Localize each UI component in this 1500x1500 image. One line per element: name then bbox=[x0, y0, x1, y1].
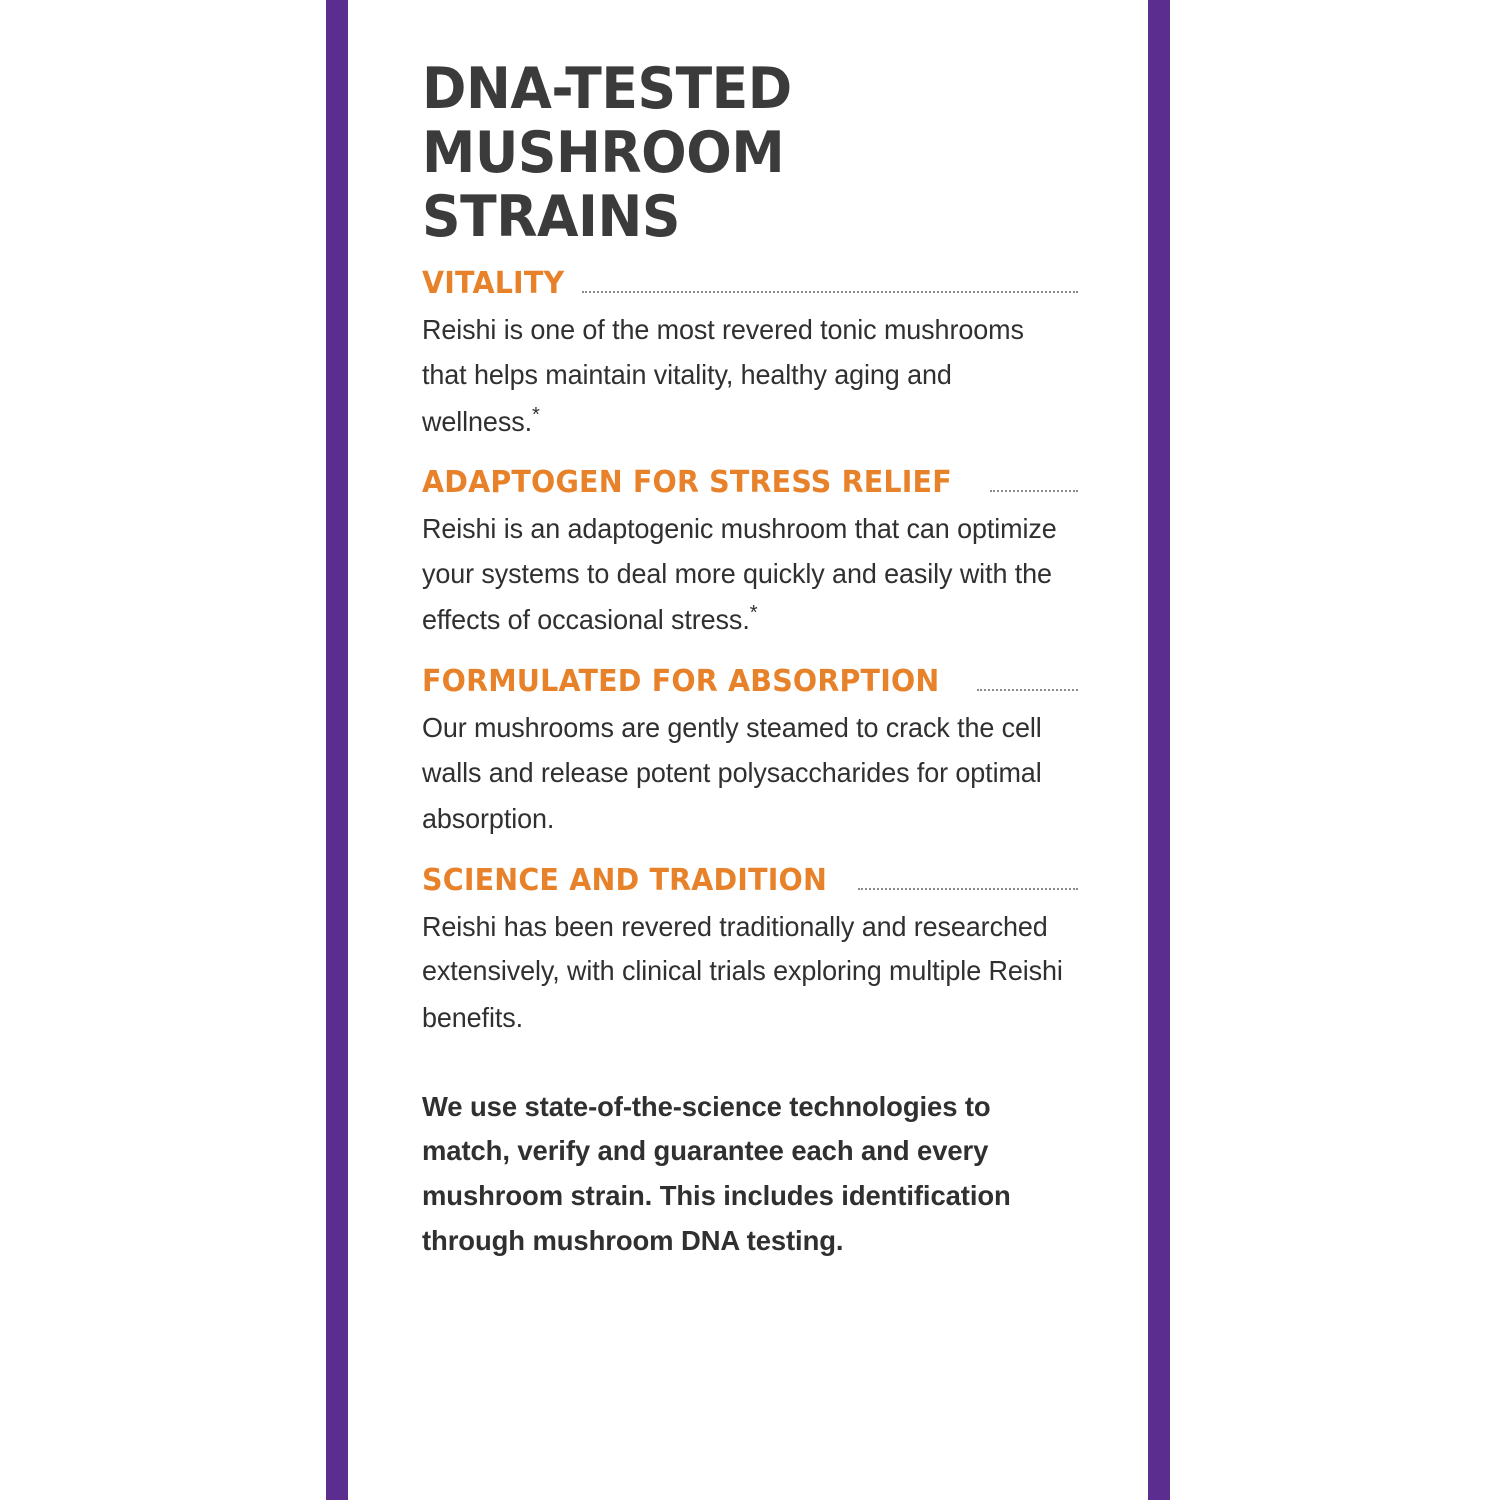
section-heading: SCIENCE AND TRADITION bbox=[422, 862, 827, 898]
section-formulated-for-absorption bbox=[422, 665, 1078, 842]
dotted-divider bbox=[858, 887, 1078, 890]
page-title-line1: DNA-TESTED bbox=[422, 56, 792, 122]
closing-statement: We use state-of-the-science technologies to match, verify and guarantee each and every mushroom strain. This includes identification through mushroom DNA testing. bbox=[422, 1090, 1011, 1257]
section-body bbox=[422, 308, 1065, 444]
section-vitality bbox=[422, 267, 1078, 444]
section-heading-row bbox=[422, 864, 1078, 897]
dotted-divider bbox=[990, 489, 1078, 492]
asterisk-marker: * bbox=[531, 402, 540, 426]
label-content bbox=[370, 0, 1126, 1500]
asterisk-marker: * bbox=[749, 601, 758, 625]
section-heading: VITALITY bbox=[422, 266, 565, 302]
section-adaptogen-for-stress-relief bbox=[422, 466, 1078, 643]
section-heading-row bbox=[422, 665, 1078, 698]
section-body bbox=[422, 507, 1065, 643]
section-heading: ADAPTOGEN FOR STRESS RELIEF bbox=[422, 465, 952, 501]
section-science-and-tradition bbox=[422, 864, 1078, 1041]
section-body-text: Reishi has been revered traditionally and researched extensively, with clinical trials exploring multiple Reishi benefits. bbox=[422, 910, 1063, 1034]
section-heading-row bbox=[422, 267, 1078, 300]
section-body bbox=[422, 905, 1065, 1041]
page-title-line2: MUSHROOM STRAINS bbox=[422, 119, 785, 250]
dotted-divider bbox=[582, 290, 1078, 293]
label-panel bbox=[326, 0, 1170, 1500]
section-body-text: Reishi is one of the most revered tonic mushrooms that helps maintain vitality, healthy aging and wellness. bbox=[422, 314, 1024, 437]
section-body-text: Reishi is an adaptogenic mushroom that can optimize your systems to deal more quickly and easily with the effects of occasional stress. bbox=[422, 513, 1057, 636]
page-title bbox=[422, 58, 1039, 249]
section-body bbox=[422, 706, 1065, 842]
section-heading-row bbox=[422, 466, 1078, 499]
dotted-divider bbox=[977, 688, 1078, 691]
section-heading: FORMULATED FOR ABSORPTION bbox=[422, 664, 940, 700]
section-body-text: Our mushrooms are gently steamed to crack the cell walls and release potent polysaccharides for optimal absorption. bbox=[422, 712, 1042, 835]
